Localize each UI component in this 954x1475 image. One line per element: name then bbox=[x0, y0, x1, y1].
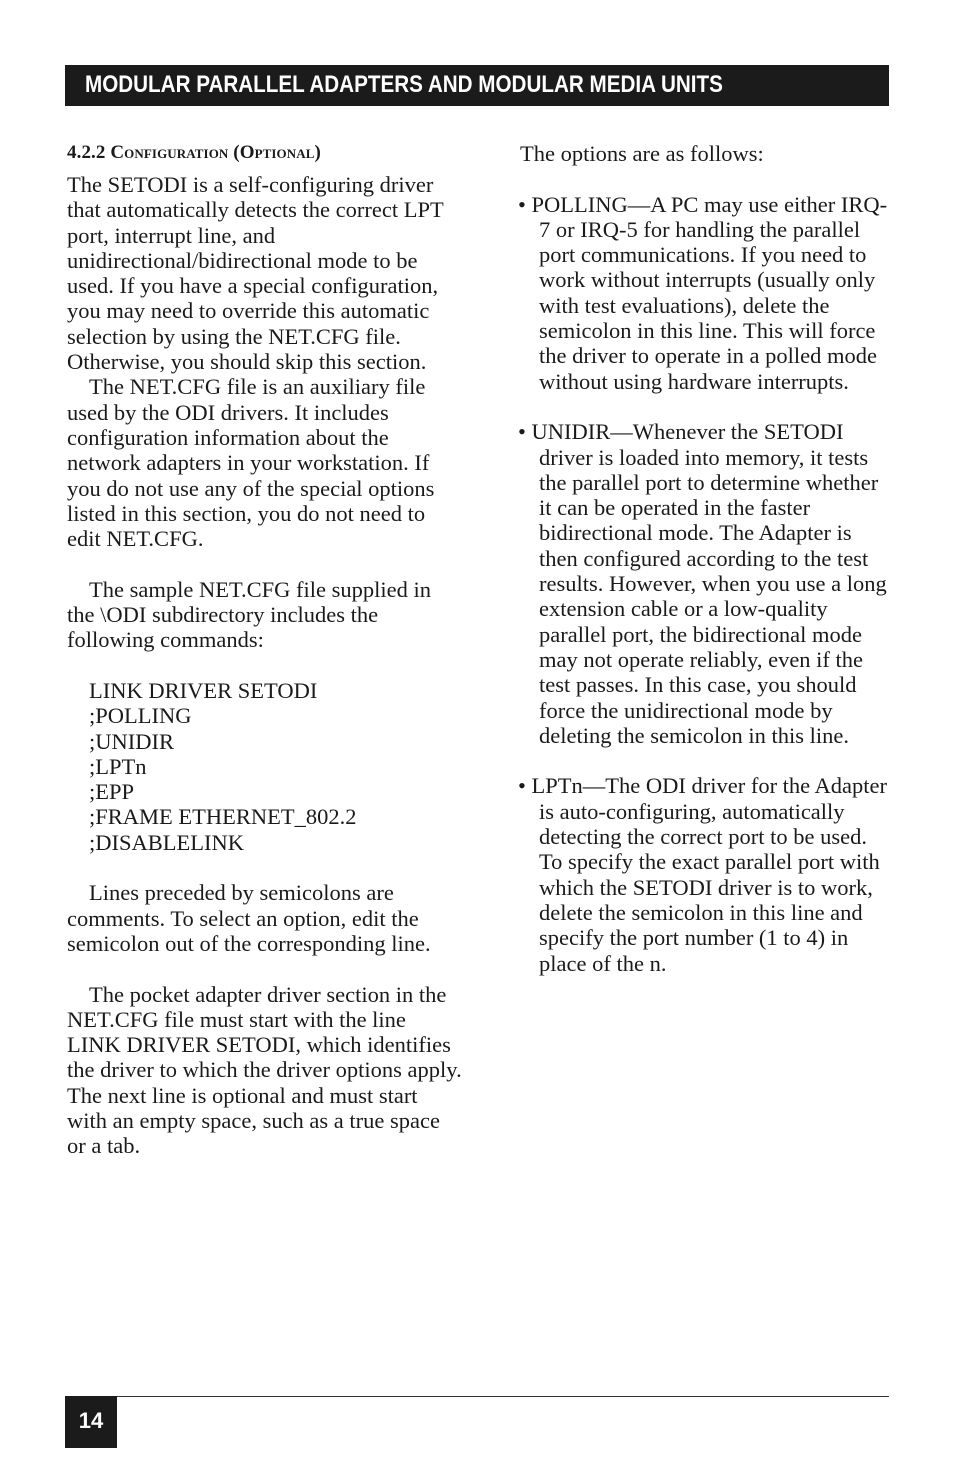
section-heading: 4.2.2 Configuration (Optional) bbox=[67, 142, 321, 163]
option-polling: • POLLING—A PC may use either IRQ-7 or IRQ-5 for handling the parallel port communications. If you need to work without interrupts (usually only with test evaluations), delete the semicolon in this line. This will force the driver to operate in a polled mode without using hardware interrupts. bbox=[518, 191, 888, 394]
left-column bbox=[67, 141, 462, 1159]
code-line: ;LPTn bbox=[89, 753, 147, 779]
code-line: LINK DRIVER SETODI bbox=[89, 677, 318, 703]
page-number: 14 bbox=[78, 1408, 104, 1433]
code-line: ;FRAME ETHERNET_802.2 bbox=[89, 804, 357, 830]
code-line: ;DISABLELINK bbox=[89, 829, 244, 855]
page-header-title: MODULAR PARALLEL ADAPTERS AND MODULAR MEDIA UNITS bbox=[85, 71, 723, 98]
header-bar bbox=[65, 65, 889, 106]
code-line: ;EPP bbox=[89, 779, 135, 805]
page-number-box bbox=[65, 1396, 117, 1448]
option-unidir: • UNIDIR—Whenever the SETODI driver is loaded into memory, it tests the parallel port to determine whether it can be operated in the faster bidirectional mode. The Adapter is then configured according to the test results. However, when you use a long extension cable or a low-quality parallel port, the bidirectional mode may not operate reliably, even if the test passes. In this case, you should force the unidirectional mode by deleting the semicolon in this line. bbox=[518, 419, 887, 748]
footer-rule bbox=[65, 1396, 889, 1397]
paragraph-driver-section: The pocket adapter driver section in the NET.CFG file must start with the line LINK DRIVER SETODI, which identifies the driver to which the driver options apply. The next line is optional and must start with an empty space, such as a true space or a tab. bbox=[67, 981, 462, 1159]
code-block bbox=[67, 678, 462, 855]
right-column bbox=[518, 141, 890, 976]
paragraph-semicolons: Lines preceded by semicolons are comments. To select an option, edit the semicolon out of the corresponding line. bbox=[67, 880, 431, 956]
paragraph-intro: The SETODI is a self-configuring driver that automatically detects the correct LPT port, interrupt line, and unidirectional/bidirectional mode to be used. If you have a special configuration, you may need to override this automatic selection by using the NET.CFG file. Otherwise, you should skip this section. bbox=[67, 172, 444, 375]
code-line: ;POLLING bbox=[89, 703, 192, 729]
paragraph-sample: The sample NET.CFG file supplied in the \ODI subdirectory includes the following commands: bbox=[67, 576, 432, 653]
option-lptn: • LPTn—The ODI driver for the Adapter is auto-configuring, automatically detecting the correct port to be used. To specify the exact parallel port with which the SETODI driver is to work, delete the semicolon in this line and specify the port number (1 to 4) in place of the n. bbox=[518, 773, 888, 976]
paragraph-netcfg: The NET.CFG file is an auxiliary file used by the ODI drivers. It includes configuration information about the network adapters in your workstation. If you do not use any of the special options listed in this section, you do not need to edit NET.CFG. bbox=[67, 374, 435, 552]
code-line: ;UNIDIR bbox=[89, 728, 174, 754]
options-intro: The options are as follows: bbox=[520, 141, 764, 166]
